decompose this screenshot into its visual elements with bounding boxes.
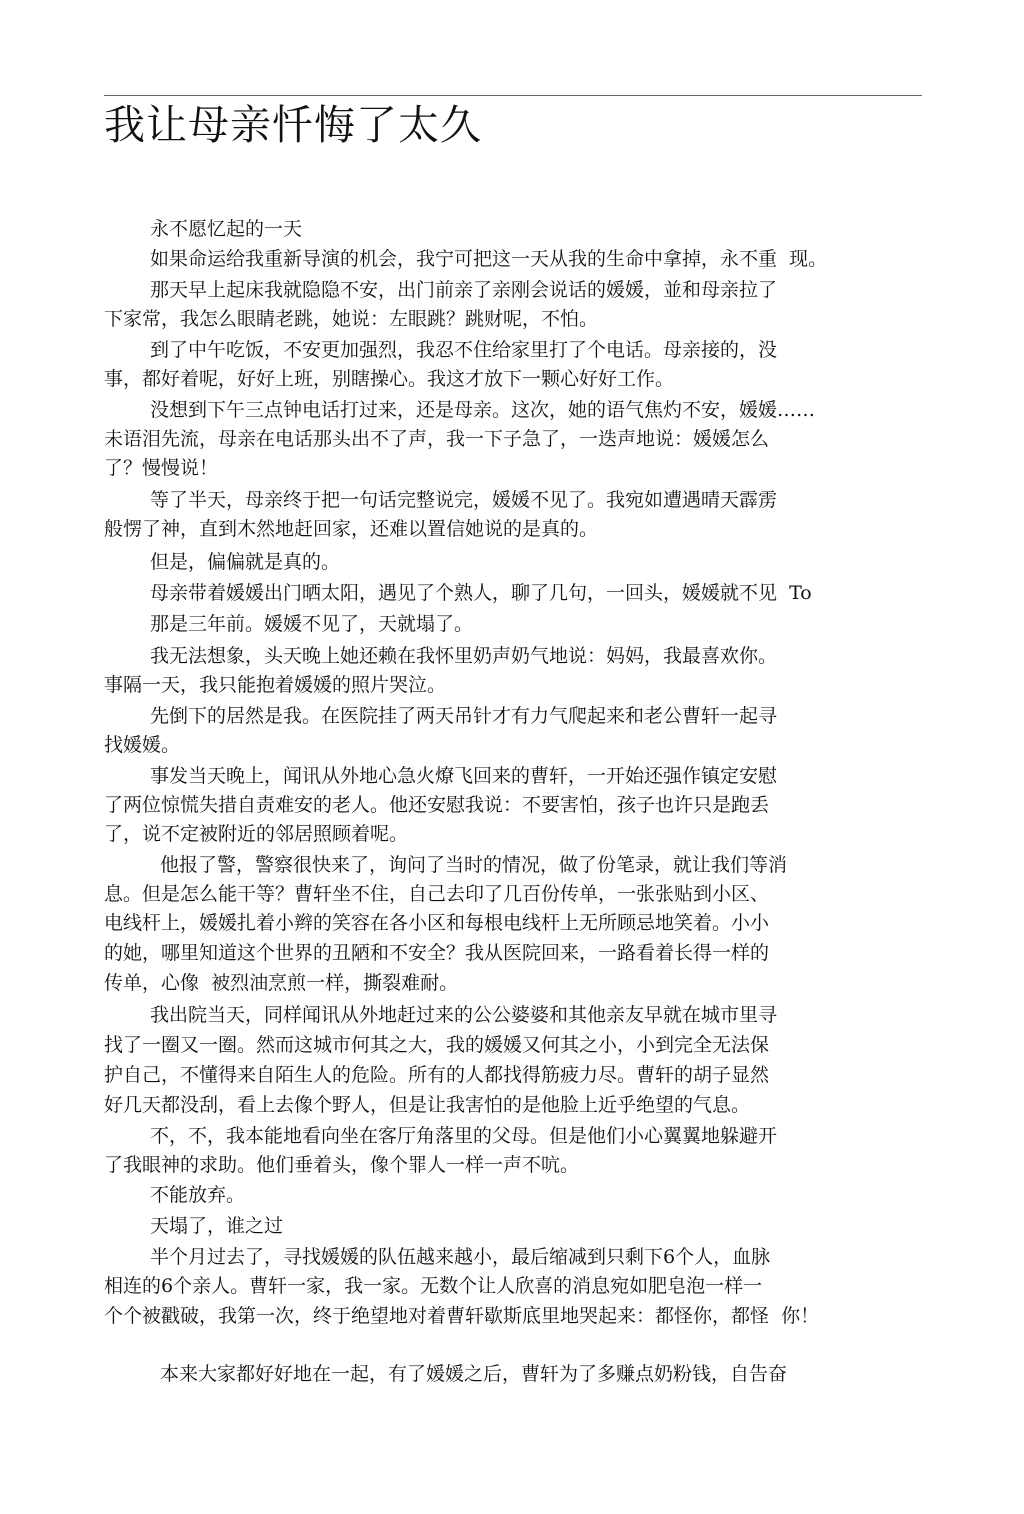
paragraph-line: 般愣了神，直到木然地赶回家，还难以置信她说的是真的。 bbox=[104, 518, 599, 540]
paragraph-line: 找媛媛。 bbox=[104, 734, 181, 756]
section-heading-1: 永不愿忆起的一天 bbox=[150, 218, 303, 240]
paragraph-line: 了？慢慢说！ bbox=[104, 457, 219, 479]
paragraph-line: 我出院当天，同样闻讯从外地赶过来的公公婆婆和其他亲友早就在城市里寻 bbox=[150, 1004, 778, 1026]
paragraph-line: 了两位惊慌失措自责难安的老人。他还安慰我说：不要害怕，孩子也许只是跑丢 bbox=[104, 794, 770, 816]
paragraph-line: 了我眼神的求助。他们垂着头，像个罪人一样一声不吭。 bbox=[104, 1154, 580, 1176]
paragraph-line: 相连的6个亲人。曹轩一家，我一家。无数个让人欣喜的消息宛如肥皂泡一样一 bbox=[104, 1275, 763, 1297]
header-rule bbox=[104, 95, 922, 96]
paragraph-line: 那天早上起床我就隐隐不安，出门前亲了亲刚会说话的媛媛，並和母亲拉了 bbox=[150, 279, 778, 301]
paragraph-line: 本来大家都好好地在一起，有了媛媛之后，曹轩为了多赚点奶粉钱，自告奋 bbox=[160, 1363, 788, 1385]
paragraph-line: 不，不，我本能地看向坐在客厅角落里的父母。但是他们小心翼翼地躲避开 bbox=[150, 1125, 778, 1147]
paragraph-line: 等了半天，母亲终于把一句话完整说完，媛媛不见了。我宛如遭遇晴天霹雳 bbox=[150, 489, 778, 511]
section-heading-2: 天塌了，谁之过 bbox=[150, 1215, 284, 1237]
paragraph-line: 传单，心像 被烈油烹煎一样，撕裂难耐。 bbox=[104, 972, 459, 994]
paragraph-line: 找了一圈又一圈。然而这城市何其之大，我的媛媛又何其之小，小到完全无法保 bbox=[104, 1034, 770, 1056]
paragraph-line: 到了中午吃饭，不安更加强烈，我忍不住给家里打了个电话。母亲接的，没 bbox=[150, 339, 778, 361]
paragraph-line: 护自己，不懂得来自陌生人的危险。所有的人都找得筋疲力尽。曹轩的胡子显然 bbox=[104, 1064, 770, 1086]
paragraph-line: 好几天都没刮，看上去像个野人，但是让我害怕的是他脸上近乎绝望的气息。 bbox=[104, 1094, 751, 1116]
paragraph-line: 的她，哪里知道这个世界的丑陋和不安全？我从医院回来，一路看着长得一样的 bbox=[104, 942, 770, 964]
paragraph-line: 了，说不定被附近的邻居照顾着呢。 bbox=[104, 823, 409, 845]
paragraph-line: 那是三年前。媛媛不见了，天就塌了。 bbox=[150, 613, 474, 635]
paragraph-line: 个个被戳破，我第一次，终于绝望地对着曹轩歇斯底里地哭起来：都怪你，都怪 你！ bbox=[104, 1305, 820, 1327]
paragraph-line: 半个月过去了，寻找媛媛的队伍越来越小，最后缩减到只剩下6个人，血脉 bbox=[150, 1246, 771, 1268]
page-title: 我让母亲忏悔了太久 bbox=[104, 101, 482, 149]
paragraph-line: 息。但是怎么能干等？曹轩坐不住，自己去印了几百份传单，一张张贴到小区、 bbox=[104, 883, 770, 905]
paragraph-line: 未语泪先流，母亲在电话那头出不了声，我一下子急了，一迭声地说：媛媛怎么 bbox=[104, 428, 770, 450]
paragraph-line: 他报了警，警察很快来了，询问了当时的情况，做了份笔录，就让我们等消 bbox=[160, 854, 788, 876]
paragraph-line: 事，都好着呢，好好上班，别瞎操心。我这才放下一颗心好好工作。 bbox=[104, 368, 675, 390]
paragraph-line: 下家常，我怎么眼睛老跳，她说：左眼跳？跳财呢，不怕。 bbox=[104, 308, 599, 330]
paragraph-line: 我无法想象，头天晚上她还赖在我怀里奶声奶气地说：妈妈，我最喜欢你。 bbox=[150, 645, 778, 667]
paragraph-line: 事隔一天，我只能抱着媛媛的照片哭泣。 bbox=[104, 674, 447, 696]
paragraph-line: 事发当天晚上，闻讯从外地心急火燎飞回来的曹轩，一开始还强作镇定安慰 bbox=[150, 765, 778, 787]
paragraph-line: 母亲带着媛媛出门晒太阳，遇见了个熟人，聊了几句，一回头，媛媛就不见 To bbox=[150, 582, 812, 604]
paragraph-line: 先倒下的居然是我。在医院挂了两天吊针才有力气爬起来和老公曹轩一起寻 bbox=[150, 705, 778, 727]
paragraph-line: 但是，偏偏就是真的。 bbox=[150, 551, 341, 573]
paragraph-line: 电线杆上，媛媛扎着小辫的笑容在各小区和每根电线杆上无所顾忌地笑着。小小 bbox=[104, 912, 770, 934]
paragraph-line: 如果命运给我重新导演的机会，我宁可把这一天从我的生命中拿掉，永不重 现。 bbox=[150, 248, 828, 270]
paragraph-line: 没想到下午三点钟电话打过来，还是母亲。这次，她的语气焦灼不安，媛媛…… bbox=[150, 399, 816, 421]
paragraph-line: 不能放弃。 bbox=[150, 1184, 246, 1206]
